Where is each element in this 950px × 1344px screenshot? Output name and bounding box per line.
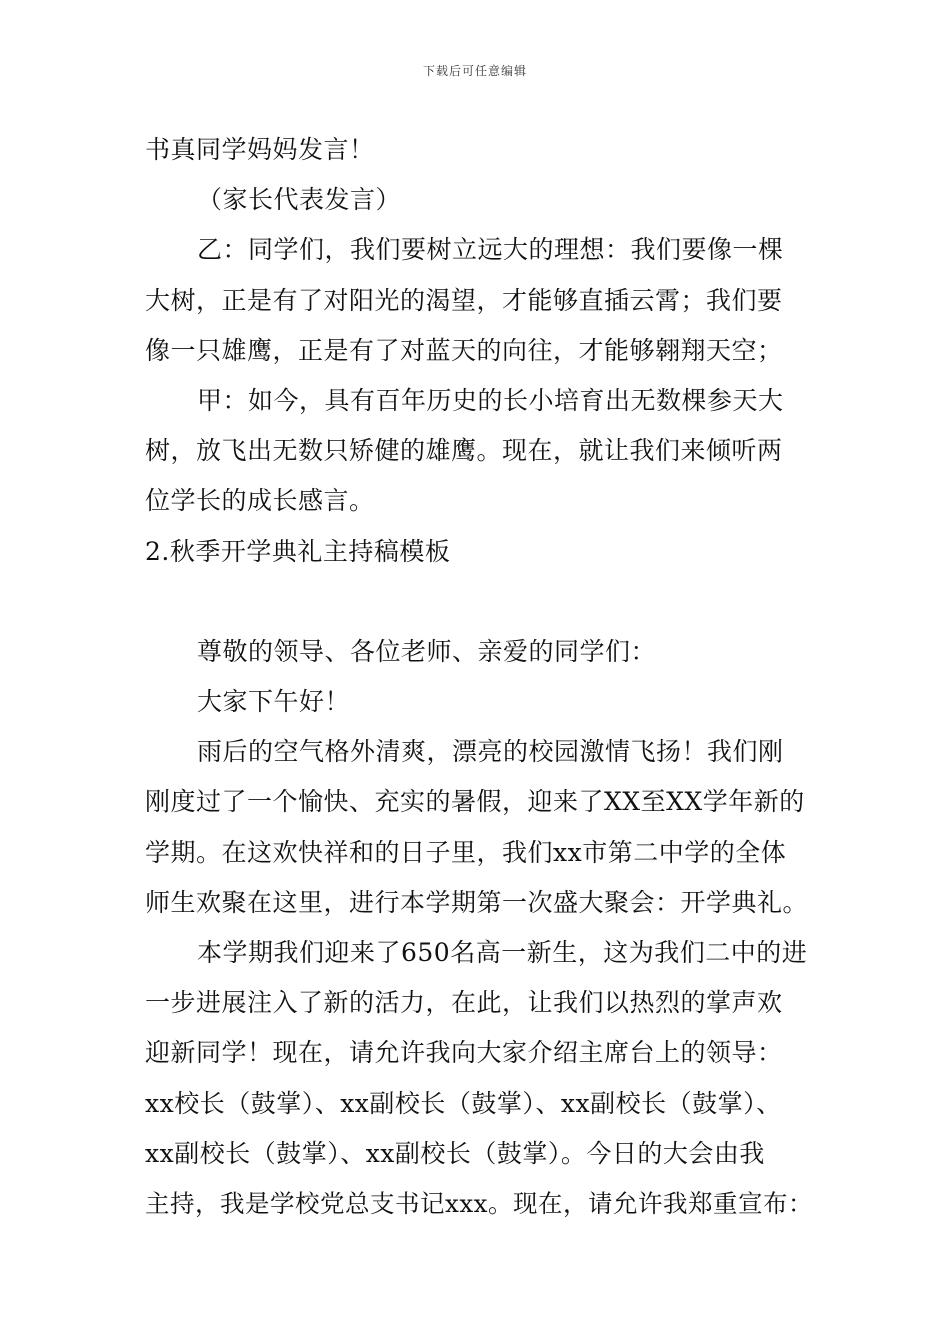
text-line: （家长代表发言） [197, 185, 402, 215]
text-line: xx副校长（鼓掌）、xx副校长（鼓掌）。今日的大会由我 [145, 1138, 765, 1168]
text-line: 书真同学妈妈发言！ [145, 135, 375, 164]
text-line: 乙：同学们，我们要树立远大的理想：我们要像一棵 [197, 235, 784, 265]
text-line: 刚度过了一个愉快、充实的暑假，迎来了XX至XX学年新的 [145, 787, 805, 817]
page-header: 下载后可任意编辑 [422, 64, 527, 78]
blank-line [145, 577, 825, 627]
text-line: 位学长的成长感言。 [145, 486, 375, 516]
text-line: 一步进展注入了新的活力，在此，让我们以热烈的掌声欢 [145, 988, 783, 1018]
text-line: 甲：如今，具有百年历史的长小培育出无数棵参天大 [197, 385, 784, 415]
text-line: 像一只雄鹰，正是有了对蓝天的向往，才能够翱翔天空； [145, 335, 783, 365]
text-line: 尊敬的领导、各位老师、亲爱的同学们： [197, 636, 657, 666]
text-line: 师生欢聚在这里，进行本学期第一次盛大聚会：开学典礼。 [145, 887, 809, 917]
text-line: 本学期我们迎来了650名高一新生，这为我们二中的进 [197, 938, 808, 967]
text-line: 2.秋季开学典礼主持稿模板 [145, 536, 451, 566]
text-line: xx校长（鼓掌）、xx副校长（鼓掌）、xx副校长（鼓掌）、 [145, 1088, 782, 1118]
text-line: 迎新同学！现在，请允许我向大家介绍主席台上的领导： [145, 1038, 783, 1068]
text-line: 主持，我是学校党总支书记xxx。现在，请允许我郑重宣布： [145, 1188, 813, 1218]
document-body [145, 125, 825, 1229]
text-line: 雨后的空气格外清爽，漂亮的校园激情飞扬！我们刚 [197, 737, 784, 767]
text-line: 学期。在这欢快祥和的日子里，我们xx市第二中学的全体 [145, 837, 787, 867]
text-line: 大家下午好！ [197, 687, 351, 717]
text-line: 树，放飞出无数只矫健的雄鹰。现在，就让我们来倾听两 [145, 436, 783, 466]
text-line: 大树，正是有了对阳光的渴望，才能够直插云霄；我们要 [145, 285, 783, 315]
